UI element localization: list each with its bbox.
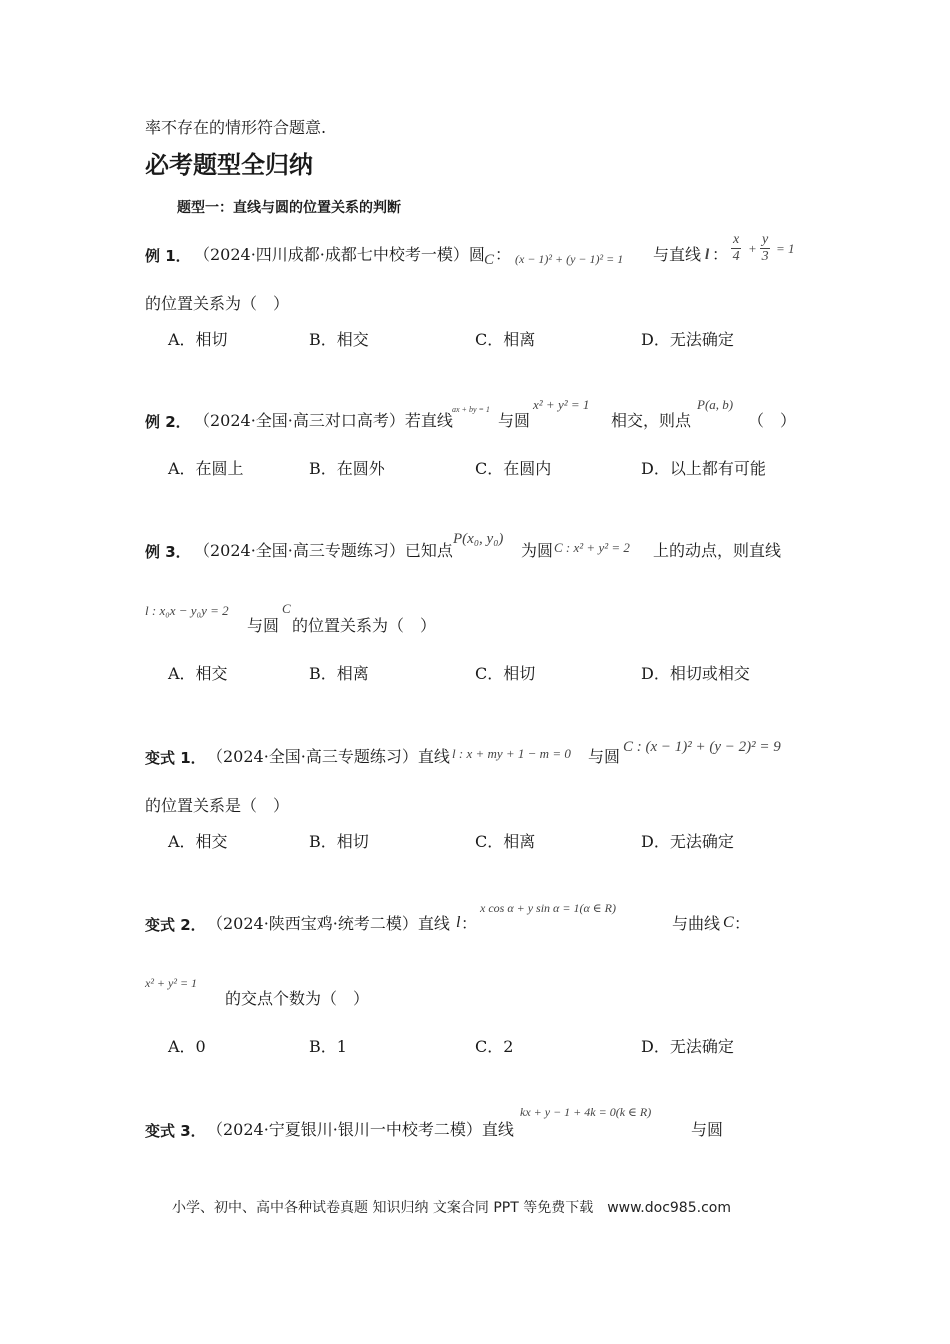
problem-text: 相交，则点 xyxy=(611,411,692,430)
math-fraction: $\frac{x}{4}$ xyxy=(732,232,740,264)
math-formula: ax + by = 1 xyxy=(452,405,490,414)
problem-source: （2024·全国·高三对口高考）若直线 xyxy=(194,411,453,430)
option-c: C．相切 xyxy=(475,664,536,683)
problem-text: 与圆 xyxy=(247,616,280,635)
problem-text: 的交点个数为（ ） xyxy=(225,989,370,1008)
math-formula: C : x² + y² = 2 xyxy=(554,540,630,555)
problem-label: 例 3． xyxy=(145,543,191,561)
problem-text: ： xyxy=(712,245,729,264)
problem-line2: 的位置关系是（ ） xyxy=(145,796,290,815)
option-a: A．在圆上 xyxy=(168,459,244,478)
math-formula: kx + y − 1 + 4k = 0(k ∈ R) xyxy=(520,1105,652,1119)
problem-line2: 的位置关系为（ ） xyxy=(145,294,290,313)
option-c: C．相离 xyxy=(475,330,536,349)
option-c: C．相离 xyxy=(475,832,536,851)
math-fraction: $\frac{y}{3}$ xyxy=(761,232,769,264)
problem-text: 为圆 xyxy=(521,541,554,560)
math-symbol: C xyxy=(723,914,734,931)
math-operator: + xyxy=(748,241,757,256)
option-d: D．以上都有可能 xyxy=(641,459,766,478)
problem-source: （2024·全国·高三专题练习）已知点 xyxy=(194,541,453,560)
option-c: C．2 xyxy=(475,1037,514,1056)
option-a: A．相交 xyxy=(168,832,228,851)
math-symbol: C xyxy=(282,601,291,616)
problem-text: 与圆 xyxy=(588,747,621,766)
page-footer: 小学、初中、高中各种试卷真题 知识归纳 文案合同 PPT 等免费下载 www.doc985.com xyxy=(172,1200,731,1216)
math-formula: (x − 1)² + (y − 1)² = 1 xyxy=(515,252,624,266)
problem-text: 的位置关系为（ ） xyxy=(292,616,437,635)
math-symbol: l xyxy=(705,247,710,263)
problem-label: 变式 1． xyxy=(145,749,206,767)
option-b: B．相切 xyxy=(309,832,369,851)
option-d: D．无法确定 xyxy=(641,330,734,349)
option-d: D．无法确定 xyxy=(641,832,734,851)
problem-label: 变式 2． xyxy=(145,916,206,934)
subsection-title: 题型一：直线与圆的位置关系的判断 xyxy=(177,200,401,216)
problem-source: （2024·宁夏银川·银川一中校考二模）直线 xyxy=(207,1120,514,1139)
problem-text: 上的动点，则直线 xyxy=(653,541,782,560)
option-b: B．1 xyxy=(309,1037,347,1056)
problem-text: 与圆 xyxy=(498,411,531,430)
option-b: B．相离 xyxy=(309,664,369,683)
option-a: A．0 xyxy=(168,1037,206,1056)
option-a: A．相切 xyxy=(168,330,228,349)
option-b: B．相交 xyxy=(309,330,369,349)
problem-source: （2024·四川成都·成都七中校考一模）圆 xyxy=(194,245,485,264)
option-b: B．在圆外 xyxy=(309,459,385,478)
problem-label: 例 2． xyxy=(145,413,191,431)
math-formula: x cos α + y sin α = 1(α ∈ R) xyxy=(480,901,616,915)
math-formula: P(x₀, y₀) xyxy=(453,531,504,547)
math-symbol: l xyxy=(456,914,461,931)
math-formula: l : x + my + 1 − m = 0 xyxy=(452,746,571,761)
problem-text: ： xyxy=(461,914,478,933)
problem-text: （ ） xyxy=(748,411,797,430)
math-equals: = 1 xyxy=(776,241,795,256)
problem-text: 与曲线 xyxy=(672,914,721,933)
problem-label: 变式 3． xyxy=(145,1122,206,1140)
problem-label: 例 1． xyxy=(145,247,191,265)
problem-text: 与圆 xyxy=(691,1120,724,1139)
option-a: A．相交 xyxy=(168,664,228,683)
math-symbol: C xyxy=(484,252,495,268)
math-formula: x² + y² = 1 xyxy=(145,976,198,990)
option-d: D．相切或相交 xyxy=(641,664,750,683)
problem-text: ： xyxy=(734,914,751,933)
section-title: 必考题型全归纳 xyxy=(145,151,313,179)
problem-text: ： xyxy=(495,245,512,264)
math-formula: x² + y² = 1 xyxy=(533,397,590,412)
option-d: D．无法确定 xyxy=(641,1037,734,1056)
problem-text: 与直线 xyxy=(653,245,702,264)
intro-line: 率不存在的情形符合题意. xyxy=(145,118,327,137)
math-formula: P(a, b) xyxy=(697,397,734,412)
option-c: C．在圆内 xyxy=(475,459,552,478)
math-formula: l : x₀x − y₀y = 2 xyxy=(145,603,229,618)
math-formula: C : (x − 1)² + (y − 2)² = 9 xyxy=(623,739,781,755)
problem-source: （2024·全国·高三专题练习）直线 xyxy=(207,747,450,766)
problem-source: （2024·陕西宝鸡·统考二模）直线 xyxy=(207,914,450,933)
